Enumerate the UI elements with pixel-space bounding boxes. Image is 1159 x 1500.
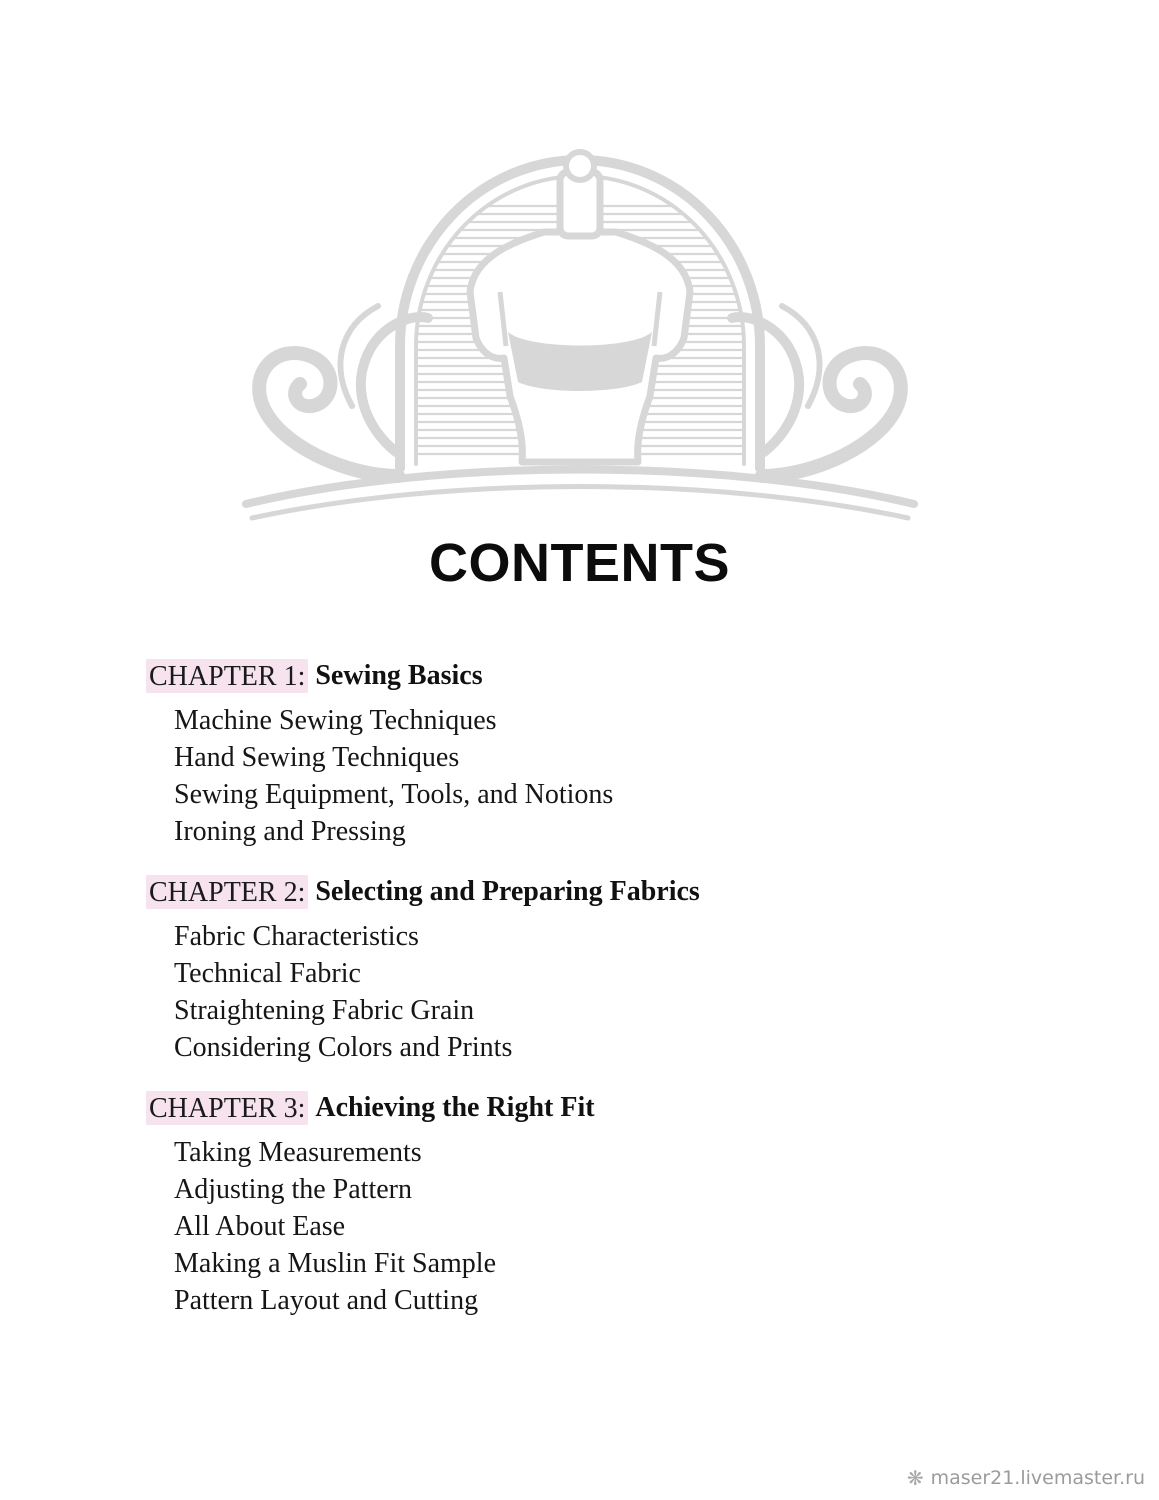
section-item: Technical Fabric	[174, 958, 361, 989]
chapter-title: Sewing Basics	[315, 660, 483, 691]
section-item: Straightening Fabric Grain	[174, 995, 475, 1026]
chapter-3	[146, 1088, 1046, 1319]
section-item: All About Ease	[174, 1211, 346, 1242]
section-item: Fabric Characteristics	[174, 921, 419, 952]
section-list	[146, 918, 1046, 1066]
section-item: Adjusting the Pattern	[174, 1174, 412, 1205]
section-list	[146, 1134, 1046, 1319]
chapter-1	[146, 656, 1046, 850]
section-item: Ironing and Pressing	[174, 816, 406, 847]
section-item: Making a Muslin Fit Sample	[174, 1248, 496, 1279]
chapter-heading	[146, 872, 1046, 912]
dress-form-emblem-icon	[238, 146, 922, 526]
section-item: Pattern Layout and Cutting	[174, 1285, 479, 1316]
chapter-number-label: CHAPTER 3:	[146, 1091, 308, 1125]
chapter-title: Selecting and Preparing Fabrics	[315, 876, 700, 907]
page-title: CONTENTS	[429, 533, 730, 593]
section-item: Taking Measurements	[174, 1137, 422, 1168]
section-item: Considering Colors and Prints	[174, 1032, 513, 1063]
chapter-heading	[146, 656, 1046, 696]
watermark	[907, 1466, 1145, 1490]
table-of-contents	[146, 656, 1046, 1341]
chapter-title: Achieving the Right Fit	[315, 1092, 595, 1123]
snowflake-logo-icon: ❋	[906, 1466, 924, 1490]
section-item: Machine Sewing Techniques	[174, 705, 497, 736]
chapter-number-label: CHAPTER 1:	[146, 659, 308, 693]
chapter-number-label: CHAPTER 2:	[146, 875, 308, 909]
chapter-2	[146, 872, 1046, 1066]
watermark-text: maser21.livemaster.ru	[930, 1467, 1145, 1489]
section-item: Hand Sewing Techniques	[174, 742, 460, 773]
section-list	[146, 702, 1046, 850]
section-item: Sewing Equipment, Tools, and Notions	[174, 779, 614, 810]
chapter-heading	[146, 1088, 1046, 1128]
